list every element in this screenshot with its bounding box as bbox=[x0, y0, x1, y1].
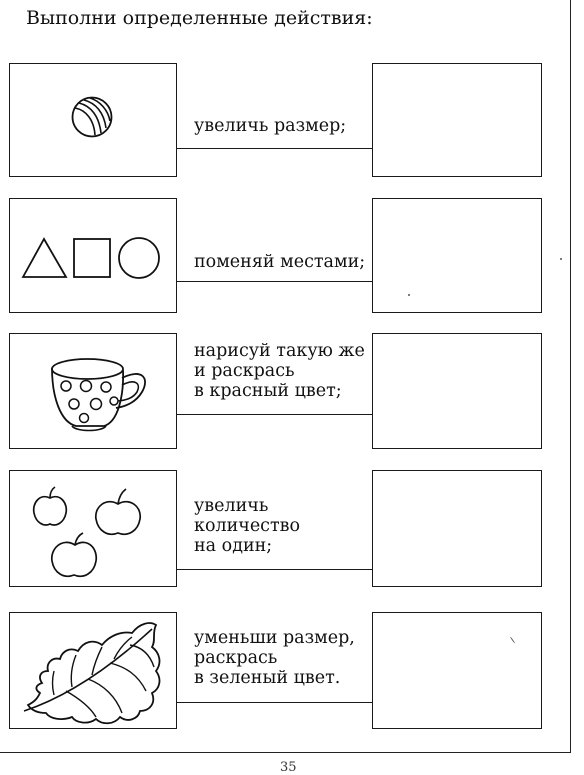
instruction-4-line-3: на один; bbox=[194, 536, 273, 556]
apple-icon bbox=[34, 487, 67, 525]
page-number: 35 bbox=[280, 760, 297, 775]
page-border-right bbox=[570, 0, 571, 752]
cup-icon bbox=[10, 334, 178, 450]
instruction-3 bbox=[194, 341, 365, 401]
picture-box-5 bbox=[9, 612, 177, 729]
answer-box-5[interactable] bbox=[372, 612, 542, 729]
instruction-5-line-1: уменьши размер, bbox=[194, 628, 355, 648]
picture-box-3 bbox=[9, 333, 177, 449]
instruction-3-line-1: нарисуй такую же bbox=[194, 341, 365, 361]
instruction-4-line-1: увеличь bbox=[194, 496, 269, 516]
answer-box-3[interactable] bbox=[372, 333, 542, 449]
circle-icon bbox=[119, 238, 159, 278]
instruction-5-line-3: в зеленый цвет. bbox=[194, 668, 341, 688]
apple-icon bbox=[96, 489, 140, 534]
answer-box-4[interactable] bbox=[372, 470, 542, 587]
connector-line-1 bbox=[177, 148, 372, 149]
connector-line-5 bbox=[177, 702, 372, 703]
answer-box-1[interactable] bbox=[372, 63, 542, 177]
instruction-2 bbox=[194, 252, 365, 272]
connector-line-4 bbox=[177, 569, 372, 570]
instruction-1 bbox=[194, 116, 346, 136]
leaf-icon bbox=[10, 613, 178, 730]
connector-line-3 bbox=[177, 414, 372, 415]
picture-box-4 bbox=[9, 470, 177, 587]
instruction-5-line-2: раскрась bbox=[194, 648, 278, 668]
apple-icon bbox=[52, 533, 96, 576]
print-speck bbox=[560, 258, 562, 260]
apples-icon bbox=[10, 471, 178, 588]
page-border-bottom bbox=[0, 752, 571, 753]
instruction-2-line-1: поменяй местами; bbox=[194, 252, 366, 272]
instruction-1-line-1: увеличь размер; bbox=[194, 116, 347, 136]
page-heading: Выполни определенные действия: bbox=[26, 7, 373, 29]
instruction-4-line-2: количество bbox=[194, 516, 301, 536]
instruction-5 bbox=[194, 628, 355, 688]
instruction-4 bbox=[194, 496, 300, 556]
connector-line-2 bbox=[177, 281, 372, 282]
shapes-icon bbox=[10, 199, 178, 314]
square-icon bbox=[74, 239, 110, 277]
print-speck bbox=[408, 294, 410, 296]
picture-box-1 bbox=[9, 63, 177, 177]
picture-box-2 bbox=[9, 198, 177, 313]
instruction-3-line-2: и раскрась bbox=[194, 361, 295, 381]
instruction-3-line-3: в красный цвет; bbox=[194, 381, 342, 401]
answer-box-2[interactable] bbox=[372, 198, 542, 313]
triangle-icon bbox=[23, 239, 66, 277]
ball-icon bbox=[10, 64, 178, 178]
